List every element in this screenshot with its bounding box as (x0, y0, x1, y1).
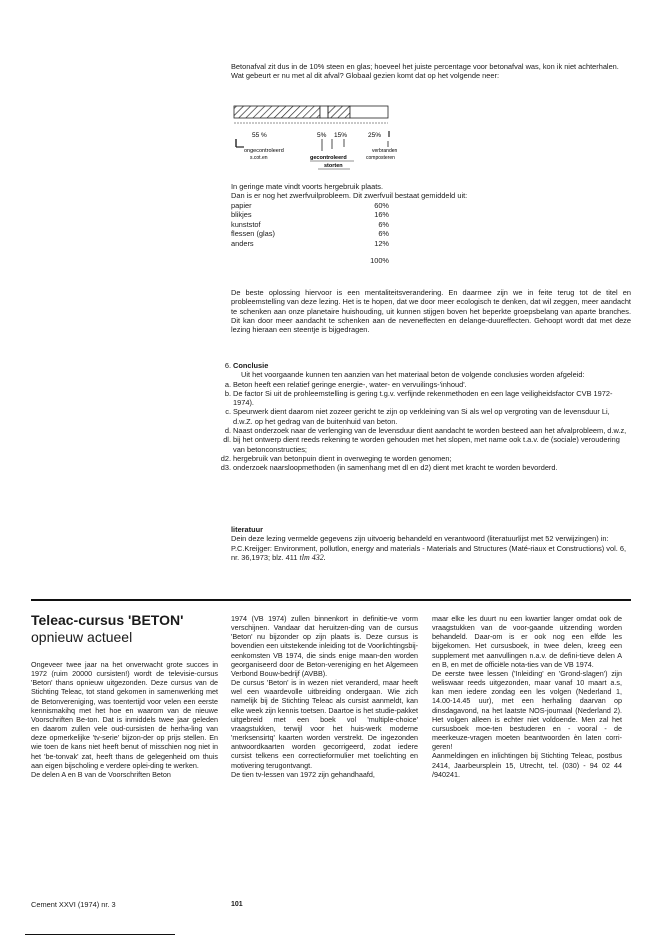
column-paragraph: De tien tv-lessen van 1972 zijn gehandhaafd, (231, 769, 375, 779)
table-row (231, 249, 389, 266)
page-number: 101 (231, 901, 243, 908)
item-name: papier (231, 200, 252, 210)
item-label: dl. (223, 435, 231, 445)
list-item (200, 426, 631, 435)
table-row (231, 201, 389, 211)
litter-section (231, 182, 551, 266)
item-value: 60% (374, 200, 389, 210)
table-row (231, 210, 389, 220)
figure-label-3b: composteren (366, 155, 395, 161)
table-row (231, 220, 389, 230)
figure-label-1b: s.cot.en (250, 155, 268, 161)
article-column-3 (432, 614, 622, 779)
item-name: kunststof (231, 219, 261, 229)
column-paragraph: Ongeveer twee jaar na het onverwacht grote succes in 1972 (ruim 20000 cursisten!) wordt de televisie-cursus 'Beton' thans opnieuw uitgezonden. Deze cursus van de Stichting Teleac, tot stand gekomen in samenwerking met de Betonvereniging, was toentertijd voor velen een eerste kennismakihq met het hoe en waarom van de nieuwe Voorschriften Be-ton. Dat is inmiddels twee jaar geleden en daarom zullen vele oud-cursisten de herha-ling van deze opmerkelijke 'tv-serie' bijzon-der op prijs stellen. En wie toen de kans niet heeft benut of misschien nog niet in het 'be-tonvak' zat, heeft thans de gelegenheid om thuis aan eigen bijscholing e verdere oplei-ding te werken. (31, 660, 218, 770)
table-row (231, 229, 389, 239)
item-name: anders (231, 238, 254, 248)
literature-reference-tail: tlm 432. (299, 552, 326, 562)
item-text: Naast onderzoek naar de verlenging van de levensduur dient aandacht te worden besteed aan het afvalprobleem, d.w.z, (233, 426, 627, 436)
waste-disposal-figure (232, 103, 422, 185)
body-paragraph: De beste oplossing hiervoor is een mentaliteitsverandering. En daarmee zijn we in feite terug tot de titel en probleemstelling van deze lezing. Het is te hopen, dat we door meer ecologisch te denken, dat wil zeggen, meer aandacht te schenken aan onze planetaire huishouding, uit kunnen stijgen boven het beperkte groepsbelang van aparte branches. Dit kan door meer aandacht te schenken aan de neveneffecten en delange-duureffecten. Gehoopt wordt dat met deze lezing hieraan een steentje is bijgedragen. (231, 288, 631, 335)
item-name: flessen (glas) (231, 229, 275, 239)
item-value: 6% (378, 229, 389, 239)
literature-section (231, 525, 631, 562)
item-label: a. (224, 379, 231, 389)
list-item (200, 463, 631, 472)
item-label: d2. (220, 453, 231, 463)
figure-label-2b: storten (324, 163, 343, 169)
list-item (200, 380, 631, 389)
item-label: b. (224, 388, 231, 398)
conclusion-intro: Uit het voorgaande kunnen ten aanzien van het materiaal beton de volgende conclusies worden afgeleid: (241, 370, 585, 380)
item-text: De factor Si uit de prohleemstelling is gering t.g.v. verfijnde rekenmethoden en een lage veiligheidsfactor CVB 1972-1974). (233, 388, 613, 408)
journal-reference: Cement XXVI (1974) nr. 3 (31, 900, 116, 909)
item-label: d. (224, 426, 231, 436)
litter-composition-table (231, 201, 389, 266)
list-item (200, 407, 631, 426)
article-column-1 (31, 660, 218, 779)
footer-rule (25, 934, 175, 935)
column-paragraph: Aanmeldingen en inlichtingen bij Stichting Teleac, postbus 2414, Jaarbeursplein 15, Utrecht, tel. (030) - 94 02 44 /940241. (432, 751, 622, 779)
item-label: c. (225, 407, 231, 417)
column-paragraph: De delen A en B van de Voorschriften Beton (31, 769, 171, 779)
item-text: Beton heeft een relatief geringe energie-, water- en vervuilings-'inhoud'. (233, 379, 467, 389)
waste-bar-diagram (232, 103, 422, 185)
item-text: bij het ontwerp dient reeds rekening te worden gehouden met het slopen, met name ook t.a.v. de (sociale) veroudering van betonconstructies; (233, 435, 620, 454)
list-item (200, 389, 631, 408)
table-row (231, 239, 389, 249)
article-column-2 (231, 614, 418, 779)
figure-label-1: ongecontroleerd (244, 148, 284, 154)
item-text: Speurwerk dient daarom niet zozeer gericht te zijn op verkleining van Si als wel op vergroting van de levensduur Li, d.w.Z. op het gedrag van de buitenhuid van beton. (233, 407, 610, 426)
column-paragraph: De eerste twee lessen ('Inleiding' en 'Grond-slagen') zijn weliswaar reeds uitgezonden, maar vanaf 10 maart a.s, kan men iedere zondag een les volgen (Nederland 1, 14.00-14.45 uur), met een herhaling daarvan op dinsdagavond, na het laatste NOS-journaal (Nederland 2). Het volgen alleen is echter niet voldoende. Men zal het cursusboek moe-ten bestuderen en - vooral - de meerkeuze-vragen moeten beantwoorden èn laten corri-geren! (432, 668, 622, 752)
item-label: d3. (220, 463, 231, 473)
waste-line-2: Dan is er nog het zwerfvuilprobleem. Dit zwerfvuil bestaat gemiddeld uit: (231, 191, 468, 201)
literature-text: Dein deze lezing vermelde gegevens zijn uitvoerig behandeld en verantwoord (literatuurlijst met 52 verwijzingen) in: (231, 534, 609, 544)
article-subtitle: opnieuw actueel (31, 629, 133, 645)
literature-reference: P.C.Kreijger: Environment, pollutlon, energy and materials - Materials and Structures (Maté-riaux et Constructions) vol. 6, nr. 36,1973; blz. 411 (231, 543, 627, 562)
total-value: 100% (370, 255, 389, 265)
item-name: blikjes (231, 210, 252, 220)
intro-text (231, 62, 631, 81)
intro-line-1: Betonafval zit dus in de 10% steen en glas; hoeveel het juiste percentage voor betonafval was, kon ik niet achterhalen. (231, 62, 619, 71)
figure-label-2: gecontroleerd (310, 155, 347, 161)
article-title: Teleac-cursus 'BETON' (31, 612, 184, 628)
figure-label-3: verbranden (372, 148, 398, 154)
list-item (200, 454, 631, 463)
item-text: hergebruik van betonpuin dient in overweging te worden genomen; (233, 453, 452, 463)
intro-line-2: Wat gebeurt er nu met al dit afval? Globaal gezien komt dat op het volgende neer: (231, 71, 500, 81)
literature-heading: literatuur (231, 525, 264, 534)
section-heading: Conclusie (233, 361, 269, 370)
pct-3: 15% (334, 132, 348, 139)
column-paragraph: 1974 (VB 1974) zullen binnenkort in definitie-ve vorm verschijnen. Vandaar dat heruitzen-ding van de cursus 'Beton' nu bijzonder op zijn plaats is. Deze cursus is bovendien een uitstekende inleiding tot de Voorlichtingsbij-eenkomsten VB 1974, die sinds enige maan-den worden georganiseerd door de Beton-vereniging en het Algemeen Verbond Bouw-bedrijf (AVBB). (231, 614, 418, 678)
section-divider (31, 599, 631, 601)
waste-line-1: In geringe mate vindt voorts hergebruik plaats. (231, 182, 384, 191)
list-item (200, 435, 631, 454)
pct-1: 55 % (252, 132, 267, 139)
item-value: 12% (374, 238, 389, 248)
pct-2: 5% (317, 132, 327, 139)
conclusion-section (200, 361, 631, 473)
pct-4: 25% (368, 132, 382, 139)
column-paragraph: maar elke les duurt nu een kwartier langer omdat ook de vraagstukken van de voor-gaande uitzending worden behandeld. Daar-om is er ook nog een elfde les bijgekomen. Het cursusboek, in twee delen, kreeg een supplement met aanvullingen n.a.v. de defini-tieve delen A en B, en met de officiële nota-ties van de VB 1974. (432, 614, 622, 669)
section-number: 6. (224, 361, 231, 370)
item-value: 16% (374, 210, 389, 220)
item-value: 6% (378, 219, 389, 229)
column-paragraph: De cursus 'Beton' is in wezen niet veranderd, maar heeft wel een waardevolle uitbreiding ondergaan. Wie zich namelijk bij de Stichting Teleac als cursist aanmeldt, kan elke week zijn kennis toetsen. Daartoe is het studie-pakket uitgebreid met een boek vol 'multiple-choice' vraagstukken, terwijl voor het huis-werk moderne 'merksensirtq' kaarten worden verstrekt. De ingezonden antwoordkaarten worden gecorrigeerd, zodat iedere cursist telkens een correctieformulier met toelichting en motivering terugontvangt. (231, 678, 418, 770)
item-text: onderzoek naarsloopmethoden (in samenhang met dl en d2) dient met kracht te worden bevorderd. (233, 463, 558, 473)
